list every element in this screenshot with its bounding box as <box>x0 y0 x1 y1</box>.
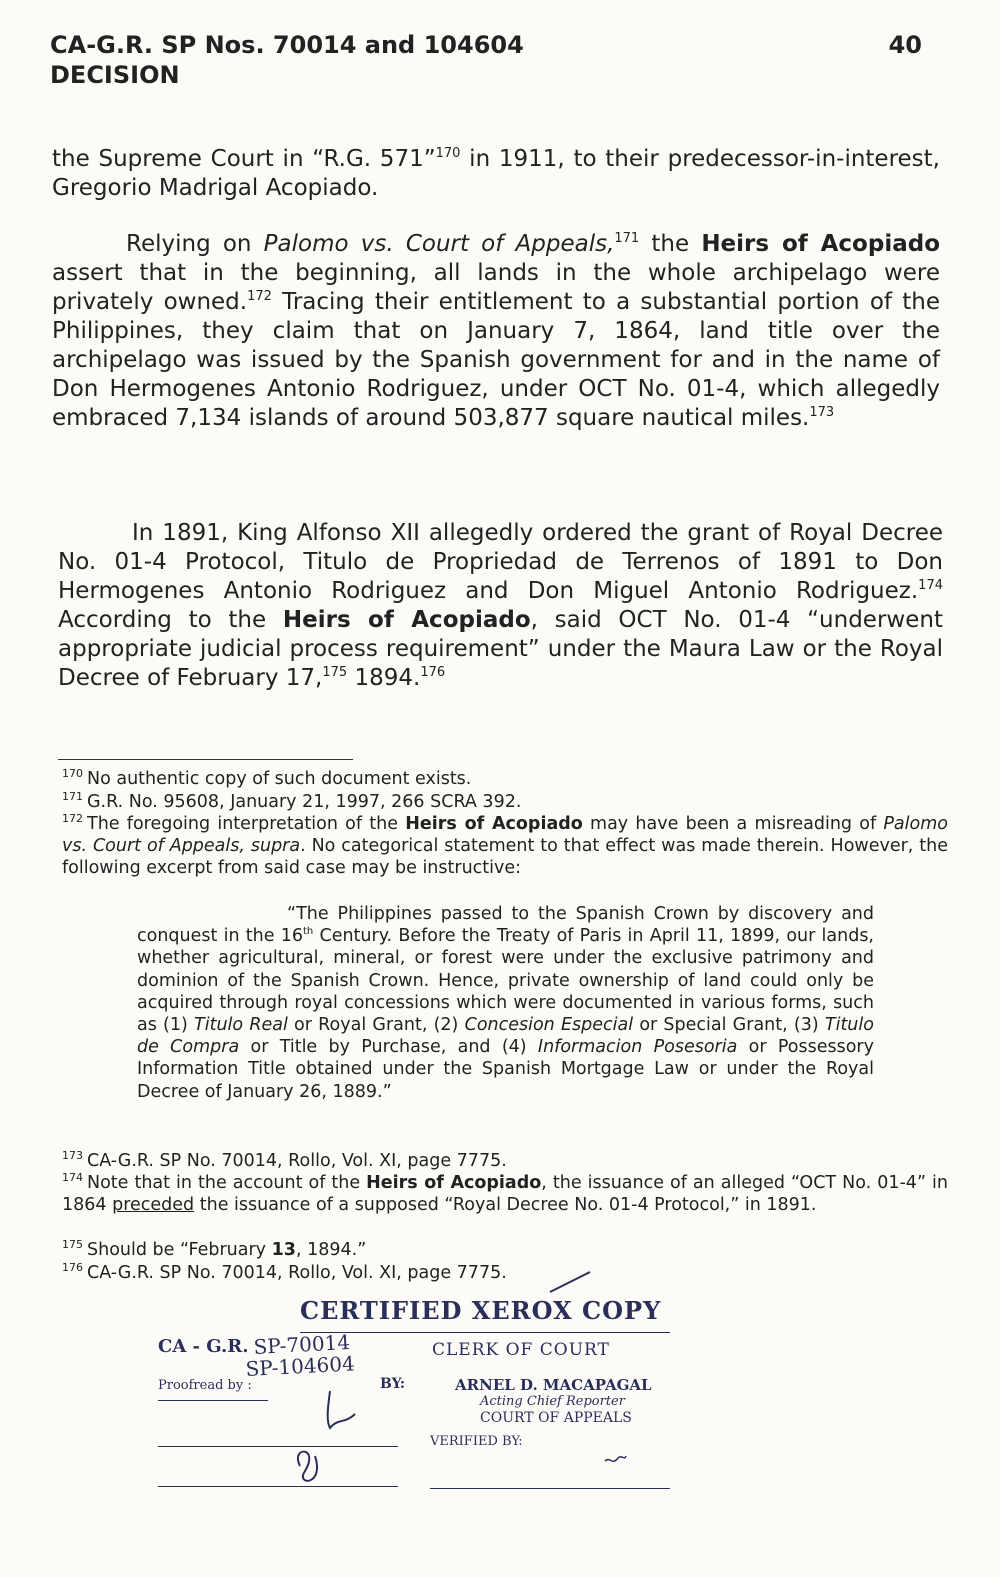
footnote-171 <box>62 791 948 813</box>
certified-copy-label: CERTIFIED XEROX COPY <box>300 1296 662 1325</box>
party-name: Heirs of Acopiado <box>701 231 940 257</box>
text: in 1911, to their predecessor-in-interest, Gregorio Madrigal Acopiado. <box>52 146 940 201</box>
case-citation: Palomo vs. Court of Appeals, supra <box>62 814 948 856</box>
footnote-ref[interactable]: 170 <box>435 146 461 161</box>
quote-italic: Titulo de Compra <box>137 1015 874 1058</box>
page-number: 40 <box>888 31 922 59</box>
page-header <box>50 30 930 90</box>
reporter-name: ARNEL D. MACAPAGAL <box>455 1376 652 1394</box>
footnote-number: 176 <box>62 1261 83 1274</box>
paragraph-2 <box>52 230 940 433</box>
quote-text: or Title by Purchase, and (4) <box>239 1037 538 1058</box>
initials-mark <box>605 1456 626 1461</box>
footnote-ref[interactable]: 171 <box>614 231 640 246</box>
block-quote <box>137 903 874 1103</box>
footnote-number: 171 <box>62 790 83 803</box>
quote-text: Century. Before the Treaty of Paris in April 11, 1899, our lands, whether agricultural, mineral, or forest were under the exclusive patrimony and dominion of the Spanish Crown. Hence, private ownership of land could only be acquired through royal concessions which were documented in various forms, such as (1) <box>137 926 874 1036</box>
text: Tracing their entitlement to a substantial portion of the Philippines, they claim that on January 7, 1864, land title over the archipelago was issued by the Spanish government for and in the name of Don Hermogenes Antonio Rodriguez, under OCT No. 01-4, which allegedly embraced 7,134 islands of around 503,877 square nautical miles. <box>52 289 940 431</box>
footnote-174 <box>62 1172 948 1216</box>
footnote-number: 173 <box>62 1149 83 1162</box>
footnote-text: may have been a misreading of <box>582 814 884 834</box>
ordinal-suffix: th <box>302 926 314 938</box>
court-name: COURT OF APPEALS <box>480 1410 632 1426</box>
text: According to the <box>58 607 283 633</box>
paragraph-3 <box>58 519 943 693</box>
party-name: Heirs of Acopiado <box>405 814 583 834</box>
footnote-ref[interactable]: 173 <box>809 405 835 420</box>
footnote-number: 170 <box>62 767 83 780</box>
document-type: DECISION <box>50 61 180 89</box>
footnote-text: Note that in the account of the <box>87 1173 367 1193</box>
text: , said OCT No. 01-4 “underwent appropriate judicial process requirement” under the Maura Law or the Royal Decree of February 17, <box>58 607 943 691</box>
footnote-text: G.R. No. 95608, January 21, 1997, 266 SCRA 392. <box>87 792 522 812</box>
footnote-ref[interactable]: 176 <box>420 665 446 680</box>
footnote-173 <box>62 1150 948 1172</box>
footnote-number: 174 <box>62 1171 83 1184</box>
quote-italic: Titulo Real <box>194 1015 288 1036</box>
text: Relying on <box>126 231 264 257</box>
signature-mark <box>328 1391 355 1428</box>
footnote-text: CA-G.R. SP No. 70014, Rollo, Vol. XI, page 7775. <box>87 1151 507 1171</box>
handwritten-marks <box>150 1296 710 1496</box>
quote-text: or Special Grant, (3) <box>633 1015 825 1036</box>
footnote-text: the issuance of a supposed “Royal Decree No. 01-4 Protocol,” in 1891. <box>194 1195 817 1215</box>
footnote-176 <box>62 1262 948 1284</box>
footnote-ref[interactable]: 175 <box>322 665 348 680</box>
footnote-text: , the issuance of an alleged “OCT No. 01-4” in 1864 <box>62 1173 948 1215</box>
footnote-text: The foregoing interpretation of the <box>87 814 406 834</box>
footnote-text: , 1894.” <box>295 1240 367 1260</box>
footnote-divider <box>58 759 353 760</box>
footnote-175 <box>62 1239 948 1261</box>
text: the Supreme Court in “R.G. 571” <box>52 146 436 172</box>
footnote-172 <box>62 813 948 879</box>
text: 1894. <box>347 665 421 691</box>
certification-stamp <box>150 1296 710 1496</box>
proofread-label: Proofread by : <box>158 1378 252 1393</box>
footnote-170 <box>62 768 948 790</box>
text: the <box>639 231 702 257</box>
quote-text: “The Philippines passed to the Spanish Crown by discovery and conquest in the 16 <box>137 904 874 947</box>
verified-by-label: VERIFIED BY: <box>430 1434 523 1449</box>
case-number-label: CA - G.R. <box>158 1336 249 1357</box>
party-name: Heirs of Acopiado <box>366 1173 542 1193</box>
paragraph-1 <box>52 145 940 203</box>
clerk-of-court-label: CLERK OF COURT <box>432 1340 610 1360</box>
quote-italic: Concesion Especial <box>464 1015 634 1036</box>
quote-italic: Informacion Posesoria <box>537 1037 738 1058</box>
text: assert that in the beginning, all lands in the whole archipelago were privately owned. <box>52 260 940 315</box>
underlined-text: preceded <box>112 1195 195 1215</box>
footnote-text: Should be “February <box>87 1240 272 1260</box>
party-name: Heirs of Acopiado <box>282 607 531 633</box>
footnote-text: No authentic copy of such document exists. <box>87 769 472 789</box>
footnote-ref[interactable]: 174 <box>918 578 943 593</box>
reporter-title: Acting Chief Reporter <box>480 1394 625 1409</box>
handwritten-case-2: SP-104604 <box>245 1351 356 1381</box>
signature-mark <box>298 1452 317 1481</box>
footnote-text: . No categorical statement to that effect was made therein. However, the following excerpt from said case may be instructive: <box>62 836 948 878</box>
footnote-number: 172 <box>62 812 83 825</box>
quote-text: or Possessory Information Title obtained under the Spanish Mortgage Law or under the Royal Decree of January 26, 1889.” <box>137 1037 874 1102</box>
bold-text: 13 <box>271 1240 296 1260</box>
case-number: CA-G.R. SP Nos. 70014 and 104604 <box>50 31 524 59</box>
text: In 1891, King Alfonso XII allegedly ordered the grant of Royal Decree No. 01-4 Protocol, Titulo de Propriedad de Terrenos of 1891 to Don Hermogenes Antonio Rodriguez and Don Miguel Antonio Rodriguez. <box>58 520 943 604</box>
by-label: BY: <box>380 1376 406 1392</box>
quote-text: or Royal Grant, (2) <box>287 1015 465 1036</box>
footnote-number: 175 <box>62 1238 83 1251</box>
case-citation: Palomo vs. Court of Appeals, <box>263 231 615 257</box>
handwritten-case-1: SP-70014 <box>253 1329 351 1359</box>
footnote-ref[interactable]: 172 <box>247 289 272 304</box>
footnote-text: CA-G.R. SP No. 70014, Rollo, Vol. XI, page 7775. <box>87 1263 507 1283</box>
